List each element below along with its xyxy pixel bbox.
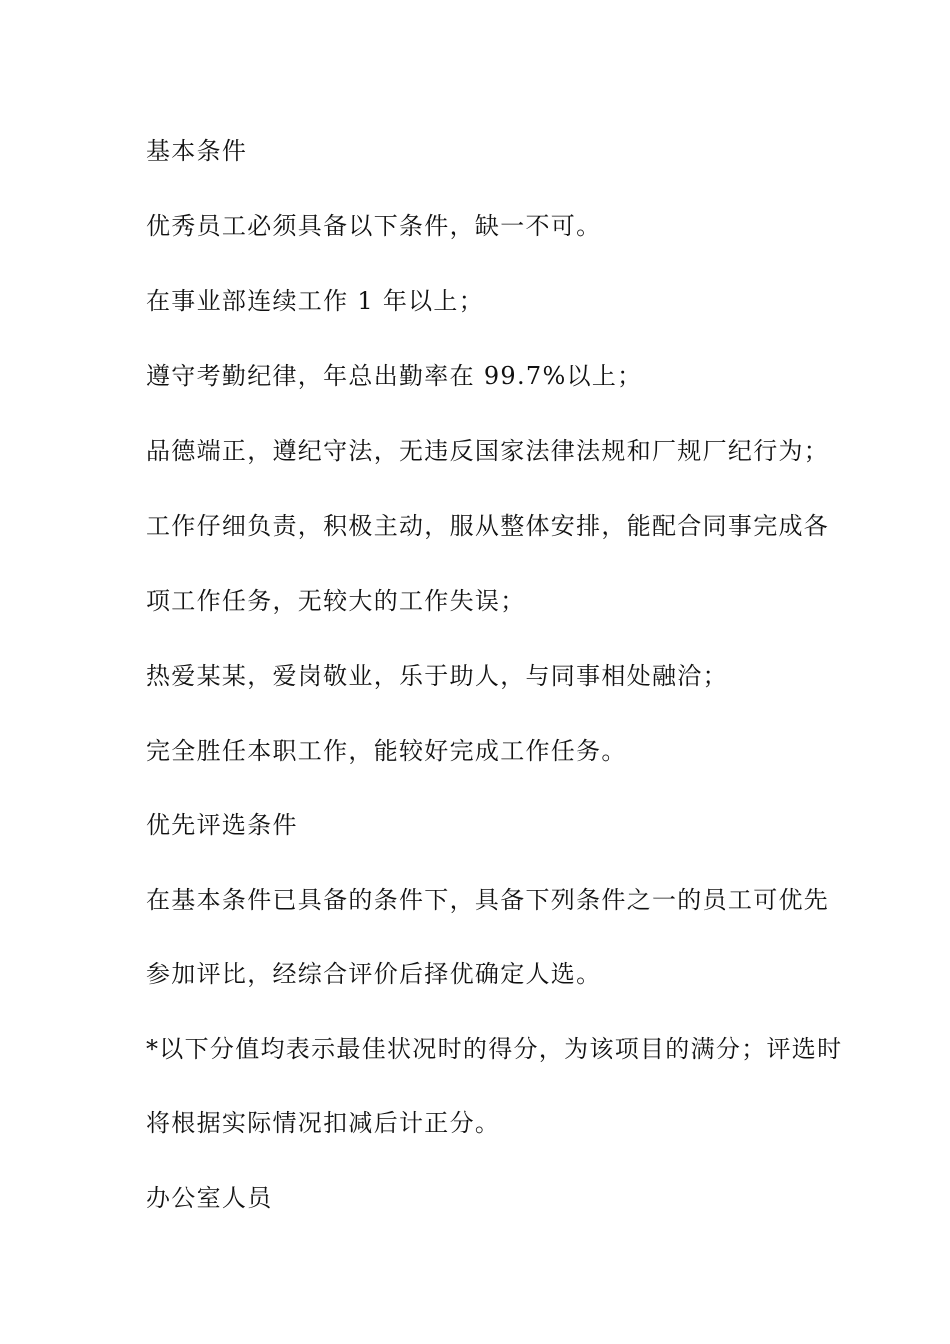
paragraph-line: 在基本条件已具备的条件下，具备下列条件之一的员工可优先 bbox=[146, 886, 830, 914]
section-heading-office-staff: 办公室人员 bbox=[146, 1184, 273, 1212]
section-heading-basic-conditions: 基本条件 bbox=[146, 137, 248, 165]
section-heading-priority-conditions: 优先评选条件 bbox=[146, 811, 298, 839]
paragraph-line: *以下分值均表示最佳状况时的得分，为该项目的满分；评选时 bbox=[146, 1035, 843, 1063]
paragraph-line: 热爱某某，爱岗敬业，乐于助人，与同事相处融洽； bbox=[146, 662, 728, 690]
paragraph-line: 参加评比，经综合评价后择优确定人选。 bbox=[146, 960, 602, 988]
paragraph-line: 遵守考勤纪律，年总出勤率在 99.7%以上； bbox=[146, 362, 643, 390]
paragraph-line: 项工作任务，无较大的工作失误； bbox=[146, 587, 526, 615]
paragraph-line: 在事业部连续工作 1 年以上； bbox=[146, 287, 485, 315]
paragraph-line: 完全胜任本职工作，能较好完成工作任务。 bbox=[146, 737, 627, 765]
paragraph-line: 将根据实际情况扣减后计正分。 bbox=[146, 1109, 501, 1137]
paragraph-line: 工作仔细负责，积极主动，服从整体安排，能配合同事完成各 bbox=[146, 512, 830, 540]
paragraph-line: 优秀员工必须具备以下条件，缺一不可。 bbox=[146, 212, 602, 240]
paragraph-line: 品德端正，遵纪守法，无违反国家法律法规和厂规厂纪行为； bbox=[146, 437, 830, 465]
